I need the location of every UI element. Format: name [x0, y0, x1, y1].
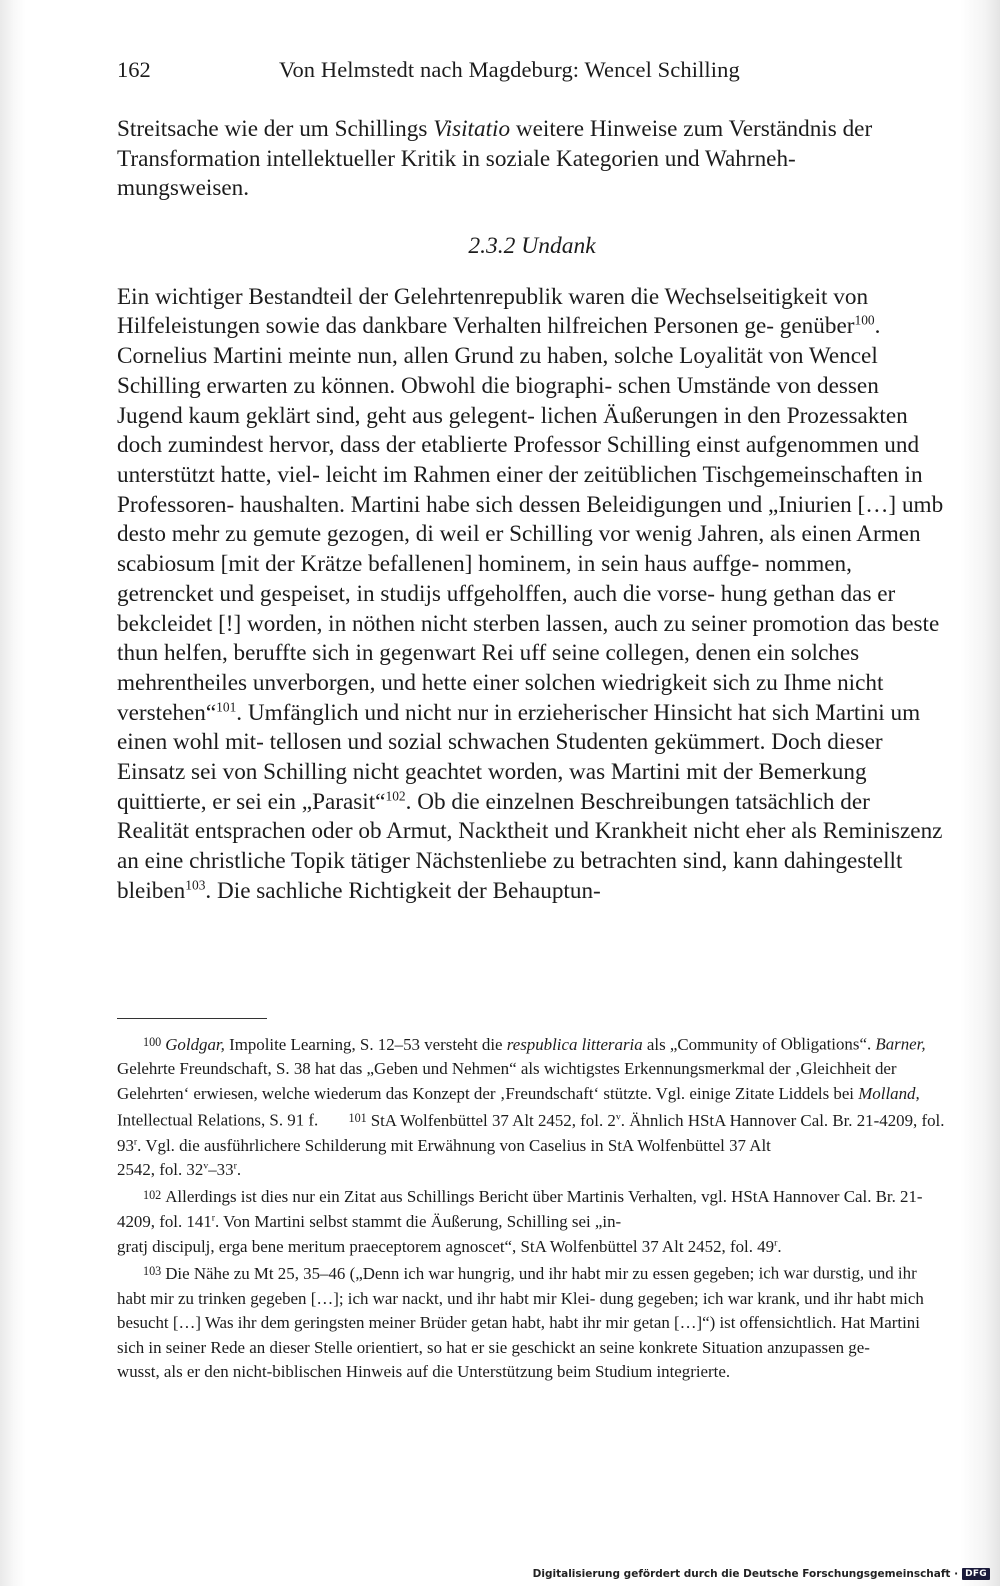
text-line: nommen, getrencket und gespeiset, in studijs uffgeholffen, auch die vorse- [117, 551, 852, 607]
credit-text: Digitalisierung gefördert durch die Deutsche Forschungsgemeinschaft · [532, 1568, 959, 1580]
section-heading: 2.3.2 Undank [468, 233, 596, 260]
footnote-line: der ‚Freundschaft‘ stützte. Vgl. einige Zitate Liddels bei Molland, Intellectual Relations, S. 91 f. [117, 1083, 920, 1131]
main-text [117, 115, 947, 907]
text-line: hung gethan das er bekcleidet [!] worden, in nöthen nicht sterben lassen, [117, 580, 896, 637]
text-line: Streitsache wie der um Schillings Visitatio weitere Hinweise zum Verständnis [117, 116, 837, 142]
text-line: der Transformation intellektueller Kritik in soziale Kategorien und Wahrneh- [117, 116, 873, 172]
text-line: als Reminiszenz an eine christliche Topik tätiger Nächstenliebe zu betrachten [117, 818, 943, 875]
running-title: Von Helmstedt nach Magdeburg: Wencel Schilling [279, 57, 740, 82]
footnote-line: gratj discipulj, erga bene meritum praeceptorem agnoscet“, StA Wolfenbüttel 37 Alt 2452, fol. 49$^r$. [117, 1236, 782, 1256]
footnote-line: Erkennungsmerkmal der ‚Gleichheit der Gelehrten‘ erwiesen, welche wiederum das Konzept [117, 1059, 897, 1103]
text-line: lichen Äußerungen in den Prozessakten doch zumindest hervor, dass der [117, 402, 908, 459]
text-line: genüber$^{100}$. Cornelius Martini meinte nun, allen Grund zu haben, solche [117, 313, 881, 370]
digitization-credit [533, 1566, 990, 1582]
footnote-line: 2542, fol. 32$^v$–33$^r$. [117, 1160, 242, 1180]
footnote-102: $^{102}$ Allerdings ist dies nur ein Zitat aus Schillings Bericht über Martinis Verhalten, vgl. HStA [143, 1187, 769, 1207]
footnote-ref-101[interactable]: 101 [216, 698, 237, 714]
text-line: quittierte, er sei ein „Parasit“$^{102}$. Ob die einzelnen Beschreibungen tatsächlich [117, 788, 835, 815]
dfg-logo: DFG [962, 1568, 990, 1580]
footnote-100: $^{100}$ Goldgar, Impolite Learning, S. 12–53 versteht die respublica litteraria als „Community of [143, 1034, 777, 1054]
text-line: desto mehr zu gemute gezogen, di weil er Schilling vor wenig Jahren, als einen [117, 521, 852, 548]
text-line: haushalten. Martini habe sich dessen Beleidigungen und „Iniurien […] umb [240, 491, 944, 518]
text-line: Armen scabiosum [mit der Krätze befallenen] hominem, in sein haus auffge- [117, 521, 921, 578]
footnote-103: $^{103}$ Die Nähe zu Mt 25, 35–46 („Denn ich war hungrig, und ihr habt mir zu essen gegeben; [143, 1263, 755, 1283]
footnote-ref-100[interactable]: 100 [854, 313, 875, 328]
text-line: sind, kann dahingestellt bleiben$^{103}$. Die sachliche Richtigkeit der Behauptun- [117, 848, 903, 904]
page-header [117, 57, 947, 89]
footnote-ref-102[interactable]: 102 [385, 788, 406, 803]
text-line: etablierte Professor Schilling einst aufgenommen und unterstützt hatte, viel- [117, 432, 920, 488]
footnote-ref-103[interactable]: 103 [185, 877, 206, 893]
text-line: auch zu seiner promotion das beste thun helfen, beruffte sich in gegenwart [117, 610, 940, 667]
page-number: 162 [117, 57, 151, 82]
footnote-line: Obligations“. Barner, Gelehrte Freundschaft, S. 38 hat das „Geben und Nehmen“ als wichtigstes [117, 1034, 926, 1079]
footnote-mark: 103 [143, 1264, 162, 1279]
text-line: schen Umstände von dessen Jugend kaum geklärt sind, geht aus gelegent- [117, 372, 879, 429]
footnotes [117, 1030, 947, 1385]
text-line: von Hilfeleistungen sowie das dankbare Verhalten hilfreichen Personen ge- [117, 283, 869, 340]
footnote-line: Vgl. die ausführlichere Schilderung mit Erwähnung von Caselius in StA Wolfenbüttel 37 Alt [145, 1135, 771, 1155]
text-line: sei von Schilling nicht geachtet worden, was Martini mit der Bemerkung [191, 759, 867, 786]
footnote-divider [117, 1018, 267, 1019]
text-line: der Realität entsprachen oder ob Armut, Nacktheit und Krankheit nicht eher [117, 788, 870, 845]
emphasis: Visitatio [433, 116, 511, 142]
footnote-101: $^{101}$ StA Wolfenbüttel 37 Alt 2452, fol. 2$^v$. Ähnlich HStA Hannover Cal. Br. 21-4209, fol. 93$^r$. [117, 1111, 945, 1155]
text-line: leicht im Rahmen einer der zeitüblichen Tischgemeinschaften in Professoren- [117, 462, 923, 518]
footnote-line: wusst, als er den nicht-biblischen Hinweis auf die Unterstützung beim Studium integrierte. [117, 1362, 731, 1382]
text-line: Rei uff seine collegen, denen ein solches mehrentheiles unverborgen, und [117, 640, 860, 696]
footnote-mark: 102 [143, 1187, 162, 1202]
text-line: Loyalität von Wencel Schilling erwarten zu können. Obwohl die biographi- [117, 343, 878, 399]
footnote-line: dung gegeben; ich war krank, und ihr habt mich besucht […] Was ihr dem geringsten meiner [117, 1288, 924, 1333]
text-line: Ein wichtiger Bestandteil der Gelehrtenrepublik waren die Wechselseitigkeit [117, 283, 828, 310]
text-line: tellosen und sozial schwachen Studenten gekümmert. Doch dieser Einsatz [117, 729, 883, 786]
text-line: und nicht nur in erzieherischer Hinsicht hat sich Martini um einen wohl mit- [117, 699, 921, 756]
footnote-mark: 100 [143, 1035, 162, 1049]
footnote-line: Brüder getan habt, habt ihr mir getan […]“) ist offensichtlich. Hat Martini sich in seiner Rede [117, 1313, 920, 1357]
footnote-line: an dieser Stelle orientiert, so hat er sie geschickt an seine konkrete Situation anzupassen ge- [249, 1337, 870, 1357]
text-line: hette einer solchen wiedrigkeit sich zu Ihme nicht verstehen“$^{101}$. Umfänglich [117, 669, 884, 726]
footnote-line: Hannover Cal. Br. 21-4209, fol. 141$^r$. Von Martini selbst stammt die Äußerung, Schilling sei „in- [117, 1187, 923, 1232]
text-line: mungsweisen. [117, 175, 250, 202]
footnote-line: ich war durstig, und ihr habt mir zu trinken gegeben […]; ich war nackt, und ihr habt mir Klei- [117, 1263, 917, 1308]
footnote-mark: 101 [348, 1111, 367, 1126]
